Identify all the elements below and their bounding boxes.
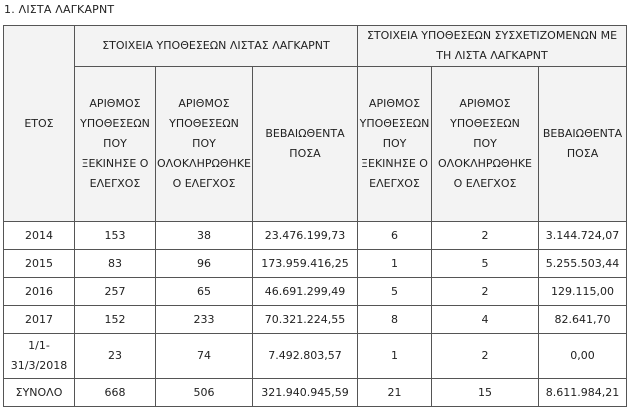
table-cell: 15	[432, 379, 539, 407]
table-cell: 1	[358, 334, 432, 379]
table-cell: 173.959.416,25	[253, 250, 358, 278]
table-cell: 668	[75, 379, 156, 407]
table-cell: ΣΥΝΟΛΟ	[4, 379, 75, 407]
table-cell: 129.115,00	[539, 278, 627, 306]
table-cell: 46.691.299,49	[253, 278, 358, 306]
table-cell: 74	[156, 334, 253, 379]
table-cell: 2014	[4, 222, 75, 250]
year-header: ΕΤΟΣ	[4, 26, 75, 222]
table-cell: 6	[358, 222, 432, 250]
table-row	[4, 222, 627, 250]
col-header-assessed-amounts: ΒΕΒΑΙΩΘΕΝΤΑ ΠΟΣΑ	[253, 67, 358, 222]
group-header-related-cases: ΣΤΟΙΧΕΙΑ ΥΠΟΘΕΣΕΩΝ ΣΥΣΧΕΤΙΖΟΜΕΝΩΝ ΜΕ ΤΗ ΛΙΣΤΑ ΛΑΓΚΑΡΝΤ	[358, 26, 627, 67]
table-cell: 21	[358, 379, 432, 407]
table-cell: 5	[358, 278, 432, 306]
table-cell: 2016	[4, 278, 75, 306]
table-cell: 5.255.503,44	[539, 250, 627, 278]
table-row-total	[4, 379, 627, 407]
col-header-related-cases-started: ΑΡΙΘΜΟΣ ΥΠΟΘΕΣΕΩΝ ΠΟΥ ΞΕΚΙΝΗΣΕ Ο ΕΛΕΓΧΟΣ	[358, 67, 432, 222]
table-cell: 153	[75, 222, 156, 250]
table-cell: 3.144.724,07	[539, 222, 627, 250]
lagarde-list-table	[3, 25, 627, 407]
table-cell: 0,00	[539, 334, 627, 379]
col-header-cases-completed: ΑΡΙΘΜΟΣ ΥΠΟΘΕΣΕΩΝ ΠΟΥ ΟΛΟΚΛΗΡΩΘΗΚΕ Ο ΕΛΕΓΧΟΣ	[156, 67, 253, 222]
table-cell: 4	[432, 306, 539, 334]
table-cell: 506	[156, 379, 253, 407]
table-cell: 257	[75, 278, 156, 306]
table-cell: 7.492.803,57	[253, 334, 358, 379]
table-cell: 82.641,70	[539, 306, 627, 334]
table-row	[4, 334, 627, 379]
table-cell: 96	[156, 250, 253, 278]
table-cell: 8.611.984,21	[539, 379, 627, 407]
table-cell: 83	[75, 250, 156, 278]
col-header-cases-started: ΑΡΙΘΜΟΣ ΥΠΟΘΕΣΕΩΝ ΠΟΥ ΞΕΚΙΝΗΣΕ Ο ΕΛΕΓΧΟΣ	[75, 67, 156, 222]
table-cell: 5	[432, 250, 539, 278]
table-cell: 1	[358, 250, 432, 278]
page-title: 1. ΛΙΣΤΑ ΛΑΓΚΑΡΝΤ	[4, 3, 115, 16]
table-cell: 70.321.224,55	[253, 306, 358, 334]
table-cell: 2017	[4, 306, 75, 334]
col-header-related-cases-completed: ΑΡΙΘΜΟΣ ΥΠΟΘΕΣΕΩΝ ΠΟΥ ΟΛΟΚΛΗΡΩΘΗΚΕ Ο ΕΛΕΓΧΟΣ	[432, 67, 539, 222]
table-cell: 233	[156, 306, 253, 334]
table-cell: 1/1- 31/3/2018	[4, 334, 75, 379]
table-cell: 38	[156, 222, 253, 250]
table-row	[4, 250, 627, 278]
table-cell: 2	[432, 334, 539, 379]
group-header-lagarde-cases: ΣΤΟΙΧΕΙΑ ΥΠΟΘΕΣΕΩΝ ΛΙΣΤΑΣ ΛΑΓΚΑΡΝΤ	[75, 26, 358, 67]
table-cell: 65	[156, 278, 253, 306]
table-cell: 152	[75, 306, 156, 334]
table-cell: 8	[358, 306, 432, 334]
table-cell: 2015	[4, 250, 75, 278]
table-cell: 2	[432, 222, 539, 250]
table-cell: 321.940.945,59	[253, 379, 358, 407]
table-row	[4, 306, 627, 334]
col-header-related-assessed-amounts: ΒΕΒΑΙΩΘΕΝΤΑ ΠΟΣΑ	[539, 67, 627, 222]
table-cell: 23	[75, 334, 156, 379]
table-cell: 23.476.199,73	[253, 222, 358, 250]
table-row	[4, 278, 627, 306]
table-cell: 2	[432, 278, 539, 306]
